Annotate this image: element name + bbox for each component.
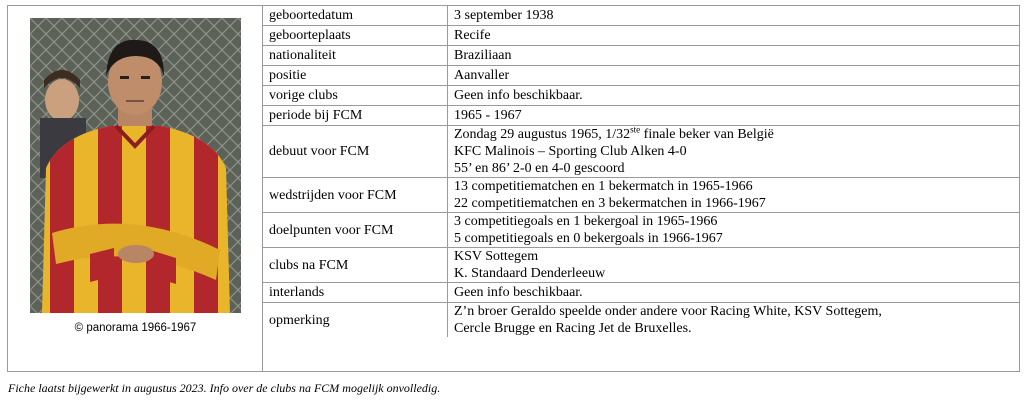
value-line: KSV Sottegem: [454, 249, 539, 264]
row-value: Braziliaan: [448, 46, 1021, 66]
table-row: [263, 213, 1020, 248]
debut-line: [454, 126, 1014, 143]
row-value: 3 september 1938: [448, 6, 1021, 26]
value-line: 13 competitiematchen en 1 bekermatch in 1965-1966: [454, 179, 753, 194]
value-line: 55’ en 86’ 2-0 en 4-0 gescoord: [454, 161, 625, 176]
value-line: Cercle Brugge en Racing Jet de Bruxelles.: [454, 321, 692, 336]
row-label: periode bij FCM: [263, 106, 448, 126]
row-label: geboortedatum: [263, 6, 448, 26]
debut-text: Zondag 29 augustus 1965, 1/32: [454, 127, 631, 142]
value-line: 22 competitiematchen en 3 bekermatchen in 1966-1967: [454, 196, 766, 211]
table-row: [263, 6, 1020, 26]
row-label: nationaliteit: [263, 46, 448, 66]
table-row: [263, 86, 1020, 106]
value-line: KFC Malinois – Sporting Club Alken 4-0: [454, 144, 687, 159]
footnote: Fiche laatst bijgewerkt in augustus 2023. Info over de clubs na FCM mogelijk onvolledig.: [8, 381, 441, 395]
row-value: 1965 - 1967: [448, 106, 1021, 126]
value-line: 5 competitiegoals en 0 bekergoals in 1966-1967: [454, 231, 723, 246]
player-photo: [30, 18, 241, 313]
row-label: positie: [263, 66, 448, 86]
row-value: Recife: [448, 26, 1021, 46]
photo-credit: © panorama 1966-1967: [74, 322, 197, 334]
table-row: [263, 66, 1020, 86]
row-value: Aanvaller: [448, 66, 1021, 86]
row-value: [448, 178, 1021, 213]
row-label: debuut voor FCM: [263, 126, 448, 178]
table-row: [263, 303, 1020, 338]
value-line: Z’n broer Geraldo speelde onder andere voor Racing White, KSV Sottegem,: [454, 304, 882, 319]
table-row: [263, 283, 1020, 303]
row-value: Geen info beschikbaar.: [448, 86, 1021, 106]
row-label: geboorteplaats: [263, 26, 448, 46]
row-value: [448, 126, 1021, 178]
row-label: clubs na FCM: [263, 248, 448, 283]
row-label: doelpunten voor FCM: [263, 213, 448, 248]
debut-text-end: finale beker van België: [640, 127, 774, 142]
player-photo-drawing: [30, 18, 241, 313]
table-row: [263, 46, 1020, 66]
value-line: K. Standaard Denderleeuw: [454, 266, 606, 281]
table-row: [263, 178, 1020, 213]
player-fiche: [7, 5, 1020, 372]
row-value: [448, 303, 1021, 338]
player-info-table: [263, 6, 1020, 337]
value-line: 3 competitiegoals en 1 bekergoal in 1965-1966: [454, 214, 718, 229]
row-label: vorige clubs: [263, 86, 448, 106]
row-value: [448, 248, 1021, 283]
row-value: Geen info beschikbaar.: [448, 283, 1021, 303]
row-label: opmerking: [263, 303, 448, 338]
row-label: wedstrijden voor FCM: [263, 178, 448, 213]
table-row: [263, 126, 1020, 178]
photo-column: [8, 6, 263, 371]
table-row: [263, 248, 1020, 283]
row-label: interlands: [263, 283, 448, 303]
table-row: [263, 106, 1020, 126]
debut-superscript: ste: [630, 124, 641, 135]
table-row: [263, 26, 1020, 46]
row-value: [448, 213, 1021, 248]
